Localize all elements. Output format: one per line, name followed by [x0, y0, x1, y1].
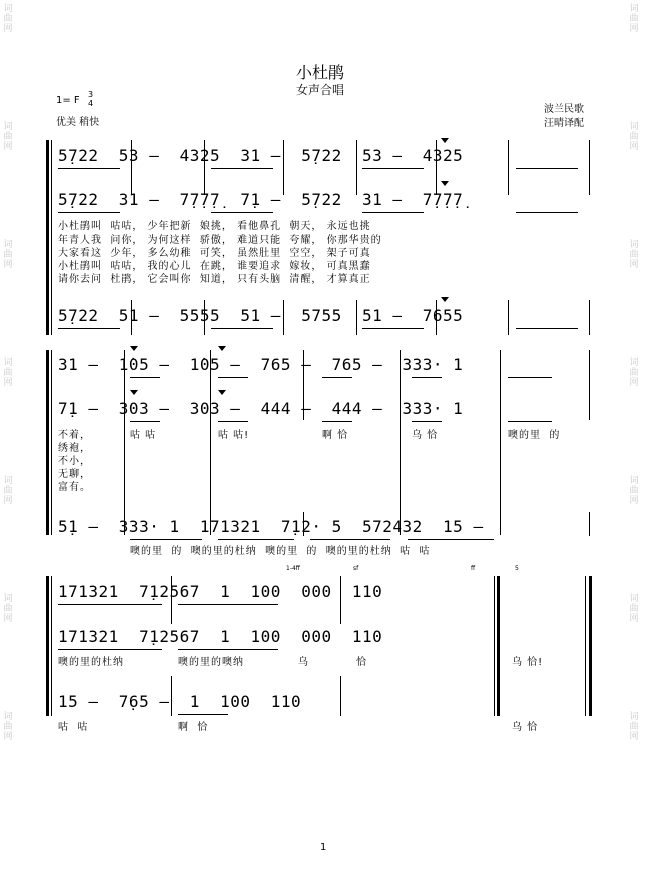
beam [218, 539, 294, 540]
beam [211, 328, 273, 329]
watermark-text: 词 曲 网 [3, 712, 13, 742]
beam [58, 649, 162, 650]
system2-lyric: 啊 恰 [322, 430, 349, 441]
system2-staff3-lyrics: 噢的里 的 噢的里的杜纳 噢的里 的 噢的里的杜纳 咕 咕 [130, 546, 431, 557]
system1-lyric-line2: 年青人我 问你， 为何这样 骄傲， 难道只能 夸耀， 你那华贵的 [58, 235, 382, 246]
beam [58, 168, 120, 169]
time-signature-bottom: 4 [88, 99, 94, 108]
watermark-text: 词 曲 网 [629, 358, 639, 388]
bar-line [508, 300, 509, 335]
watermark-text: 词 曲 网 [629, 122, 639, 152]
system1-lyric-line4: 小杜鹃叫 咕咕， 我的心儿 在跳， 谁要追求 嫁妆， 可真黑蠢 [58, 261, 371, 272]
beam [218, 421, 248, 422]
system1-staff3-notes: 5̣722 51 – 5555 51 – 5755 51 – 7655 [58, 306, 464, 325]
bar-line [340, 676, 341, 716]
beam [516, 212, 578, 213]
system2-staff2-notes: 7̣1 – 303 – 303 – 444 – 444 – 333· 1 [58, 399, 464, 418]
system1-staff1-notes: 5̣722 53 – 4325 31 – 5̣722 53 – 4325 [58, 146, 464, 165]
watermark-text: 词 曲 网 [3, 594, 13, 624]
system3-staff1-notes: 171321 7̣12567 1 100 000 110 [58, 582, 383, 601]
watermark-left [2, 0, 14, 891]
system3-staff3-lyric: 咕 咕 [58, 722, 89, 733]
system1-line-b [589, 140, 590, 195]
beam [178, 604, 278, 605]
beam [412, 377, 442, 378]
beam [322, 421, 352, 422]
dynamic-mark: ff [471, 565, 476, 572]
beam [408, 539, 494, 540]
system1-staff2-notes: 5̣722 31 – 7̣7̣7̣7̣ 7̣1 – 5̣722 31 – 7̣7̣7̣7̣ [58, 190, 464, 209]
watermark-text: 词 曲 网 [629, 594, 639, 624]
system3-staff3-lyric: 啊 恰 [178, 722, 209, 733]
system1-lyric-line5: 请你去问 杜鹃， 它会叫你 知道， 只有头脑 清醒， 才算真正 [58, 274, 371, 285]
system2-lyric: 咕 咕! [218, 430, 250, 441]
beam [211, 168, 273, 169]
beam [310, 539, 390, 540]
credit-arranger: 汪晴译配 [544, 118, 584, 129]
beam [218, 377, 248, 378]
beam [508, 421, 552, 422]
fermata-icon [130, 346, 138, 351]
bar-line [210, 350, 211, 535]
beam [130, 421, 160, 422]
system2-col1-lyric: 富有。 [58, 482, 91, 493]
beam [508, 377, 552, 378]
system2-col1-lyric: 无聊， [58, 469, 91, 480]
beam [412, 421, 442, 422]
fermata-icon [441, 297, 449, 302]
watermark-right [628, 0, 640, 891]
bar-line [508, 140, 509, 195]
watermark-text: 词 曲 网 [3, 122, 13, 152]
end-bar-thick [589, 576, 592, 716]
fermata-icon [218, 390, 226, 395]
dynamic-mark: 5 [515, 565, 519, 572]
repeat-bar [494, 576, 495, 716]
dynamic-mark: sf [353, 565, 359, 572]
watermark-text: 词 曲 网 [3, 240, 13, 270]
system3-brace-line [46, 576, 49, 716]
system1-lyric-line3: 大家看这 少年， 多么幼稚 可笑， 虽然肚里 空空， 架子可真 [58, 248, 371, 259]
system2-brace-line [46, 350, 49, 535]
system3-lyric: 恰 [356, 657, 367, 668]
watermark-text: 词 曲 网 [629, 476, 639, 506]
watermark-text: 词 曲 网 [629, 712, 639, 742]
system2-staff1-notes: 31 – 1̇05 – 1̇05 – 765 – 765 – 333· 1 [58, 355, 464, 374]
system3-line-a [51, 576, 52, 716]
page-number: 1 [320, 842, 327, 853]
fermata-icon [441, 138, 449, 143]
watermark-text: 词 曲 网 [3, 4, 13, 34]
beam [322, 377, 352, 378]
beam [516, 168, 578, 169]
system3-staff3-notes: 15 – 7̣65 – 1 100 110 [58, 692, 302, 711]
system3-lyric: 噢的里的杜纳 [58, 657, 124, 668]
beam [362, 168, 424, 169]
system3-lyric: 乌 [298, 657, 309, 668]
system2-end-b [589, 512, 590, 536]
beam [362, 328, 424, 329]
beam [178, 649, 278, 650]
watermark-text: 词 曲 网 [3, 476, 13, 506]
system2-end [589, 350, 590, 420]
beam [516, 328, 578, 329]
beam [211, 212, 273, 213]
beam [130, 539, 202, 540]
bar-line [124, 350, 125, 535]
system2-line-a [51, 350, 52, 535]
system2-lyric: 乌 恰 [412, 430, 439, 441]
bar-line [500, 350, 501, 535]
repeat-bar-thick [497, 576, 500, 716]
credit-composer: 波兰民歌 [544, 104, 584, 115]
fermata-icon [441, 181, 449, 186]
system2-col1-lyric: 绣袍， [58, 443, 91, 454]
song-title: 小杜鹃 [296, 63, 345, 82]
system3-staff2-notes: 171321 7̣12567 1 100 000 110 [58, 627, 383, 646]
beam [58, 328, 120, 329]
system1-line-a [51, 140, 52, 335]
system1-line-c [589, 300, 590, 335]
watermark-text: 词 曲 网 [3, 358, 13, 388]
beam [58, 212, 120, 213]
tempo-marking: 优美 稍快 [56, 117, 100, 128]
fermata-icon [218, 346, 226, 351]
system2-lyric: 咕 咕 [130, 430, 157, 441]
fermata-icon [130, 390, 138, 395]
system1-lyric-line1: 小杜鹃叫 咕咕， 少年把新 娘挑， 看他鼻孔 朝天， 永远也挑 [58, 221, 371, 232]
system1-brace-line [46, 140, 49, 335]
beam [130, 377, 160, 378]
end-bar [585, 576, 586, 716]
system2-lyric: 噢的里 的 [508, 430, 561, 441]
key-signature: 1= F [56, 95, 80, 106]
system3-lyric: 乌 恰! [512, 657, 544, 668]
beam [58, 604, 162, 605]
beam [178, 714, 228, 715]
song-subtitle: 女声合唱 [296, 83, 345, 97]
watermark-text: 词 曲 网 [629, 4, 639, 34]
beam [362, 212, 424, 213]
system2-col1-lyric: 不小， [58, 456, 91, 467]
system2-staff3-notes: 5̣1 – 333· 1 171321 7̣12· 5 572432 15 – [58, 517, 484, 536]
time-signature-top: 3 [88, 90, 94, 99]
system3-lyric: 噢的里的噢纳 [178, 657, 244, 668]
dynamic-mark: 1-4ff [286, 565, 300, 572]
system2-col1-lyric: 不着， [58, 430, 91, 441]
bar-line [400, 350, 401, 535]
system3-staff3-lyric: 乌 恰 [512, 722, 539, 733]
watermark-text: 词 曲 网 [629, 240, 639, 270]
